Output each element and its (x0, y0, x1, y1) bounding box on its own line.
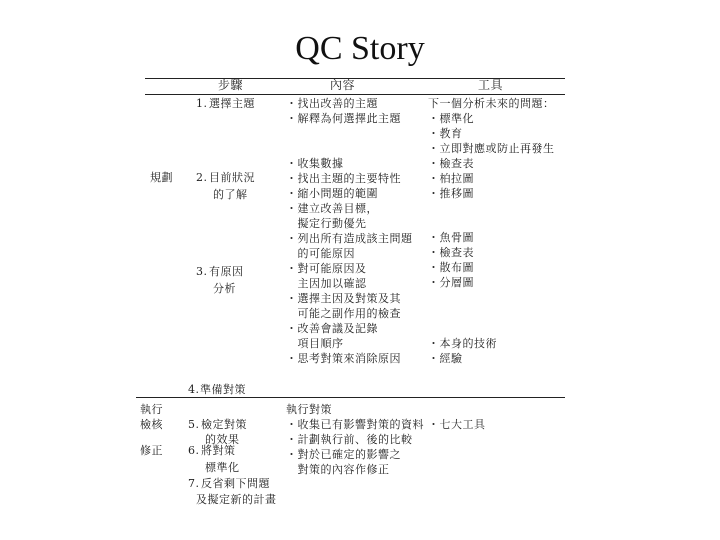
tools-plan-c-line: ・經驗 (428, 352, 463, 365)
step-6-label-2: 標準化 (205, 461, 240, 474)
tools-plan-b-line: ・分層圖 (428, 276, 474, 289)
phase-plan: 規劃 (150, 171, 173, 184)
step-3-label: 有原因 (209, 265, 244, 278)
phase-act: 修正 (140, 444, 163, 457)
content-do-line: ・收集已有影響對策的資料 (286, 418, 424, 431)
content-plan-line: ・對可能原因及 (286, 262, 367, 275)
step-5-label-2: 的效果 (205, 433, 240, 446)
content-plan-line: ・收集數據 (286, 157, 344, 170)
tools-plan-b-line: ・散布圖 (428, 261, 474, 274)
content-plan-line: ・選擇主因及對策及其 (286, 292, 401, 305)
tools-plan-b-line: ・魚骨圖 (428, 231, 474, 244)
content-do-list (286, 402, 424, 477)
tools-plan-a-line: ・立即對應或防止再發生 (428, 142, 555, 155)
tools-do-line: ・七大工具 (428, 418, 486, 431)
step-2-number: 2. (196, 171, 208, 184)
step-2-label-2: 的了解 (213, 188, 248, 201)
table-header-rule (145, 94, 565, 95)
step-4-label: 準備對策 (200, 383, 246, 396)
step-6-number: 6. (188, 444, 200, 457)
phase-check: 檢核 (140, 418, 163, 431)
page-title: QC Story (295, 30, 425, 67)
tools-plan-a-line: ・推移圖 (428, 187, 474, 200)
step-5-number: 5. (188, 418, 200, 431)
content-plan-list (286, 96, 413, 366)
tools-plan-a-line: ・教育 (428, 127, 463, 140)
step-5-label: 檢定對策 (201, 418, 247, 431)
content-plan-line (286, 141, 413, 156)
tools-plan-a-line: ・標準化 (428, 112, 474, 125)
content-plan-line: 可能之副作用的檢查 (286, 307, 401, 320)
tools-plan-a-line: ・柏拉圖 (428, 172, 474, 185)
step-6-label: 將對策 (201, 444, 236, 457)
step-7-number: 7. (188, 477, 200, 490)
tools-do-list (428, 417, 486, 432)
step-3-label-2: 分析 (213, 282, 236, 295)
content-do-line: ・計劃執行前、後的比較 (286, 433, 413, 446)
tools-plan-c-line: ・本身的技術 (428, 337, 497, 350)
content-do-line: ・對於已確定的影響之 (286, 448, 401, 461)
content-plan-line: ・思考對策來消除原因 (286, 352, 401, 365)
tools-plan-b-line: ・檢查表 (428, 246, 474, 259)
content-plan-line: 的可能原因 (286, 247, 355, 260)
content-plan-line (286, 126, 413, 141)
step-7-label: 反省剩下問題 (201, 477, 270, 490)
content-plan-line: ・改善會議及記錄 (286, 322, 378, 335)
step-3-number: 3. (196, 265, 208, 278)
content-plan-line: 主因加以確認 (286, 277, 367, 290)
step-2-label: 目前狀況 (209, 171, 255, 184)
content-plan-line: 擬定行動優先 (286, 217, 367, 230)
content-plan-line: ・找出改善的主題 (286, 97, 378, 110)
tools-plan-list-b (428, 230, 474, 290)
header-content: 內容 (330, 78, 356, 92)
step-7-label-2: 及擬定新的計畫 (196, 493, 277, 506)
tools-plan-list-c (428, 336, 497, 366)
content-plan-line: 項目順序 (286, 337, 344, 350)
tools-plan-list-a (428, 96, 555, 201)
table-section-rule (136, 397, 565, 398)
content-do-line: 執行對策 (286, 403, 332, 416)
tools-plan-a-line: 下一個分析未來的問題： (428, 97, 555, 110)
phase-do: 執行 (140, 403, 163, 416)
step-4-number: 4. (188, 383, 200, 396)
step-1-label: 選擇主題 (209, 97, 255, 110)
tools-plan-a-line: ・檢查表 (428, 157, 474, 170)
header-tools: 工具 (478, 78, 504, 92)
content-do-line: 對策的內容作修正 (286, 463, 390, 476)
content-plan-line: ・找出主題的主要特性 (286, 172, 401, 185)
content-plan-line: ・建立改善目標， (286, 202, 378, 215)
step-1-number: 1. (196, 97, 208, 110)
content-plan-line: ・縮小問題的範圍 (286, 187, 378, 200)
header-steps: 步驟 (218, 78, 244, 92)
content-plan-line: ・解釋為何選擇此主題 (286, 112, 401, 125)
content-plan-line: ・列出所有造成該主問題 (286, 232, 413, 245)
